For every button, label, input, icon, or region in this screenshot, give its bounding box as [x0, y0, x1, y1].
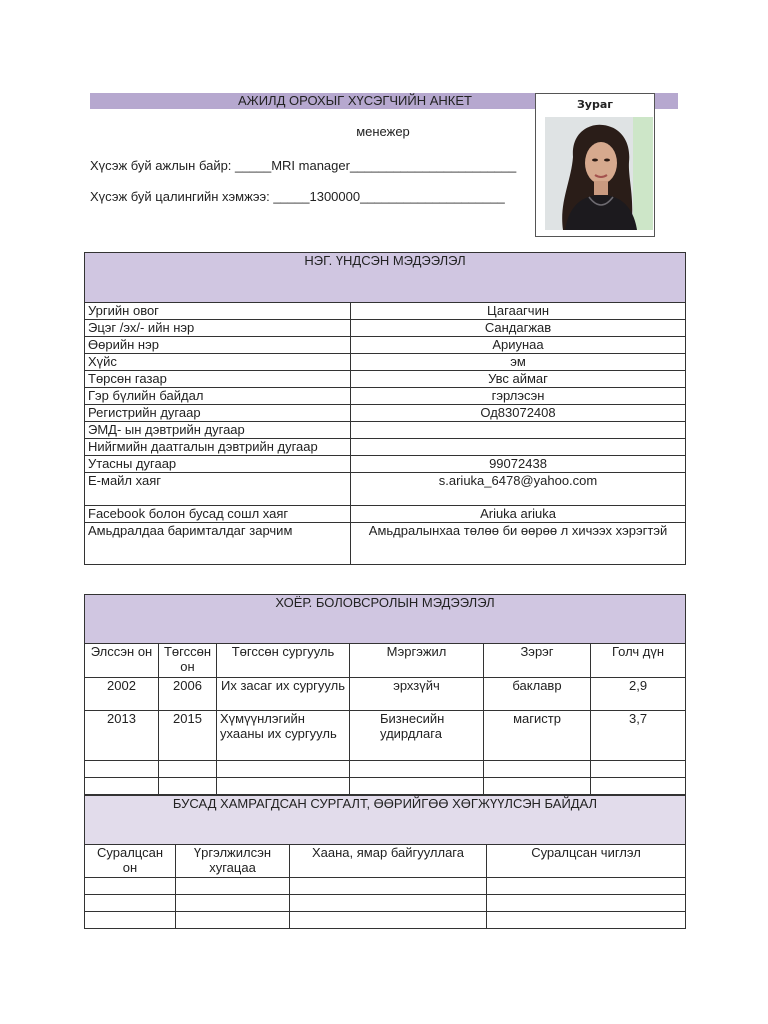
photo-frame [535, 93, 655, 237]
column-header: Элссэн он [85, 644, 159, 678]
row-label: Төрсөн газар [85, 371, 351, 388]
row-label: ЭМД- ын дэвтрийн дугаар [85, 422, 351, 439]
desired-job-line [90, 158, 516, 173]
table-row [85, 912, 686, 929]
row-value[interactable] [351, 439, 686, 456]
column-header: Мэргэжил [350, 644, 484, 678]
table-cell[interactable]: эрхзүйч [350, 678, 484, 711]
table-cell[interactable]: Бизнесийн удирдлага [350, 711, 484, 761]
table-cell[interactable] [85, 878, 176, 895]
table-cell[interactable] [487, 895, 686, 912]
row-label: Утасны дугаар [85, 456, 351, 473]
desired-job-label: Хүсэж буй ажлын байр: [90, 158, 232, 173]
table-row [85, 895, 686, 912]
row-value[interactable]: Ariuka ariuka [351, 506, 686, 523]
row-label: Ургийн овог [85, 303, 351, 320]
row-label: Амьдралдаа баримталдаг зарчим [85, 523, 351, 565]
table-cell[interactable] [591, 778, 686, 795]
table-cell[interactable] [85, 761, 159, 778]
table-cell[interactable] [484, 778, 591, 795]
table-cell[interactable]: баклавр [484, 678, 591, 711]
education-table [84, 594, 686, 795]
table-row [85, 678, 686, 711]
row-label: Е-майл хаяг [85, 473, 351, 506]
table-cell[interactable] [484, 761, 591, 778]
table-cell[interactable]: 2,9 [591, 678, 686, 711]
table-cell[interactable] [85, 912, 176, 929]
desired-salary-line [90, 189, 505, 204]
row-value[interactable]: Сандагжав [351, 320, 686, 337]
table-cell[interactable] [290, 895, 487, 912]
table-cell[interactable] [350, 778, 484, 795]
desired-salary-value[interactable]: _____1300000____________________ [273, 189, 505, 204]
row-label: Нийгмийн даатгалын дэвтрийн дугаар [85, 439, 351, 456]
column-header: Голч дүн [591, 644, 686, 678]
desired-salary-label: Хүсэж буй цалингийн хэмжээ: [90, 189, 270, 204]
row-value[interactable]: Увс аймаг [351, 371, 686, 388]
table-cell[interactable]: Их засаг их сургууль [217, 678, 350, 711]
photo-label: Зураг [576, 98, 614, 111]
table-cell[interactable] [591, 761, 686, 778]
table-row [85, 778, 686, 795]
table-cell[interactable] [290, 912, 487, 929]
position-text: менежер [356, 124, 410, 139]
table-cell[interactable]: 2013 [85, 711, 159, 761]
row-label: Facebook болон бусад сошл хаяг [85, 506, 351, 523]
column-header: Суралцсан он [85, 845, 176, 878]
row-label: Хүйс [85, 354, 351, 371]
table-cell[interactable]: Хүмүүнлэгийн ухааны их сургууль [217, 711, 350, 761]
row-value[interactable]: Амьдралынхаа төлөө би өөрөө л хичээх хэрэгтэй [351, 523, 686, 565]
row-value[interactable]: 99072438 [351, 456, 686, 473]
row-value[interactable]: Од83072408 [351, 405, 686, 422]
row-label: Гэр бүлийн байдал [85, 388, 351, 405]
table-cell[interactable] [176, 912, 290, 929]
column-header: Төгссөн сургууль [217, 644, 350, 678]
row-value[interactable]: гэрлэсэн [351, 388, 686, 405]
column-header: Суралцсан чиглэл [487, 845, 686, 878]
table-cell[interactable]: 3,7 [591, 711, 686, 761]
table-row [85, 711, 686, 761]
table-cell[interactable]: 2006 [159, 678, 217, 711]
table-row [85, 761, 686, 778]
desired-job-value[interactable]: _____MRI manager_______________________ [235, 158, 517, 173]
table-cell[interactable] [85, 778, 159, 795]
section1-title: НЭГ. ҮНДСЭН МЭДЭЭЛЭЛ [85, 253, 686, 303]
column-header: Хаана, ямар байгууллага [290, 845, 487, 878]
row-value[interactable]: s.ariuka_6478@yahoo.com [351, 473, 686, 506]
table-cell[interactable] [350, 761, 484, 778]
table-cell[interactable]: 2015 [159, 711, 217, 761]
training-table [84, 795, 686, 929]
section3-title: БУСАД ХАМРАГДСАН СУРГАЛТ, ӨӨРИЙГӨӨ ХӨГЖҮҮЛСЭН БАЙДАЛ [85, 796, 686, 845]
table-cell[interactable]: 2002 [85, 678, 159, 711]
row-value[interactable]: Цагаагчин [351, 303, 686, 320]
table-cell[interactable] [217, 778, 350, 795]
table-cell[interactable] [217, 761, 350, 778]
table-cell[interactable] [159, 778, 217, 795]
row-value[interactable]: эм [351, 354, 686, 371]
row-label: Регистрийн дугаар [85, 405, 351, 422]
table-cell[interactable] [487, 878, 686, 895]
table-cell[interactable] [85, 895, 176, 912]
row-value[interactable] [351, 422, 686, 439]
table-cell[interactable] [487, 912, 686, 929]
table-cell[interactable]: магистр [484, 711, 591, 761]
table-row [85, 878, 686, 895]
section2-title: ХОЁР. БОЛОВСРОЛЫН МЭДЭЭЛЭЛ [85, 595, 686, 644]
row-label: Өөрийн нэр [85, 337, 351, 354]
table-cell[interactable] [159, 761, 217, 778]
column-header: Үргэлжилсэн хугацаа [176, 845, 290, 878]
table-cell[interactable] [176, 895, 290, 912]
row-value[interactable]: Ариунаа [351, 337, 686, 354]
table-cell[interactable] [290, 878, 487, 895]
basic-info-table [84, 252, 686, 565]
row-label: Эцэг /эх/- ийн нэр [85, 320, 351, 337]
table-cell[interactable] [176, 878, 290, 895]
column-header: Төгссөн он [159, 644, 217, 678]
column-header: Зэрэг [484, 644, 591, 678]
form-title: АЖИЛД ОРОХЫГ ХҮСЭГЧИЙН АНКЕТ [238, 93, 472, 108]
